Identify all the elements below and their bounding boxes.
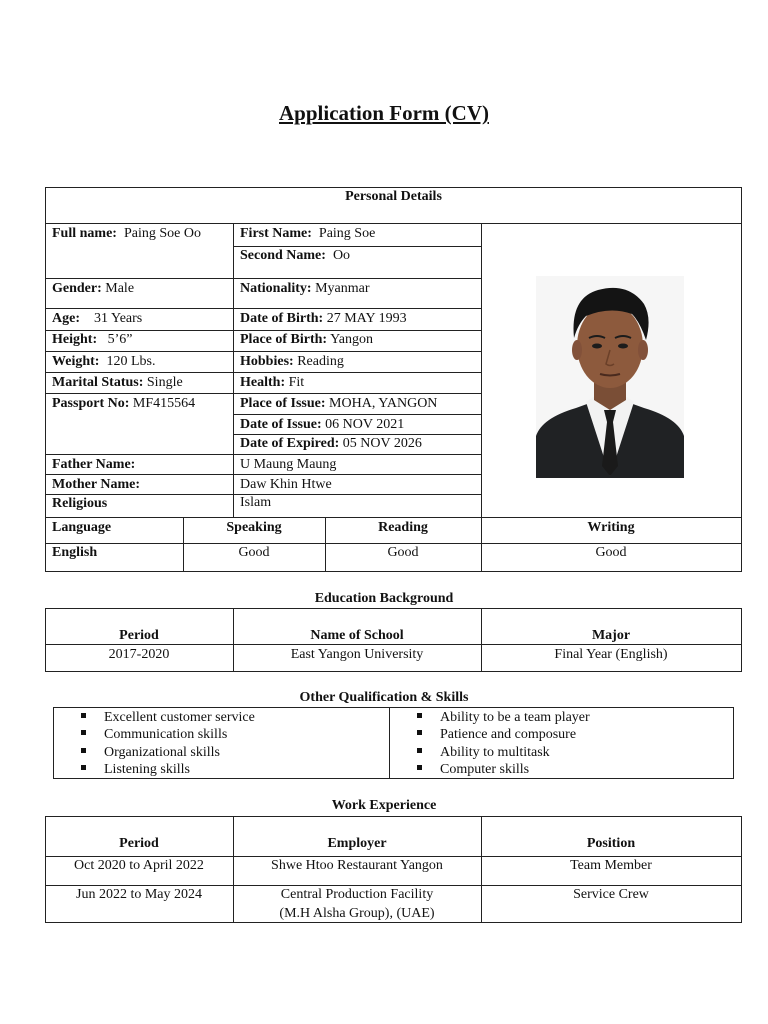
language-value: English (52, 545, 98, 560)
speaking-value: Good (238, 545, 270, 560)
skills-heading: Other Qualification & Skills (299, 690, 469, 705)
work-period-value: Jun 2022 to May 2024 (76, 887, 202, 902)
writing-header: Writing (587, 520, 635, 535)
pob-field: Place of Birth: Yangon (240, 332, 374, 347)
work-position-value: Service Crew (573, 887, 649, 902)
place-of-issue-field: Place of Issue: MOHA, YANGON (240, 396, 438, 411)
nationality-field: Nationality: Myanmar (240, 281, 370, 296)
work-heading: Work Experience (331, 798, 437, 813)
full-name-field: Full name: Paing Soe Oo (52, 226, 201, 241)
skill-item: Ability to multitask (417, 744, 550, 761)
profile-photo (536, 276, 684, 478)
skill-item: Communication skills (81, 726, 227, 743)
reading-value: Good (387, 545, 419, 560)
work-employer-header: Employer (327, 836, 387, 851)
skill-item: Organizational skills (81, 744, 220, 761)
language-header: Language (52, 520, 112, 535)
work-period-value: Oct 2020 to April 2022 (74, 858, 204, 873)
education-heading: Education Background (314, 591, 454, 606)
passport-field: Passport No: MF415564 (52, 396, 196, 411)
skill-item: Computer skills (417, 761, 529, 778)
personal-details-heading: Personal Details (345, 189, 442, 204)
first-name-field: First Name: Paing Soe (240, 226, 376, 241)
edu-period-header: Period (119, 628, 159, 643)
father-name-label: Father Name: (52, 457, 136, 472)
skill-item: Ability to be a team player (417, 709, 590, 726)
work-employer-value-line2: (M.H Alsha Group), (UAE) (279, 906, 435, 921)
reading-header: Reading (378, 520, 428, 535)
edu-school-header: Name of School (310, 628, 404, 643)
skill-item: Listening skills (81, 761, 190, 778)
edu-period-value: 2017-2020 (108, 647, 170, 662)
work-position-header: Position (586, 836, 636, 851)
speaking-header: Speaking (226, 520, 282, 535)
hobbies-field: Hobbies: Reading (240, 354, 344, 369)
edu-school-value: East Yangon University (290, 647, 424, 662)
date-of-issue-field: Date of Issue: 06 NOV 2021 (240, 417, 405, 432)
profile-photo-image (536, 276, 684, 478)
gender-field: Gender: Male (52, 281, 135, 296)
father-name-value: U Maung Maung (240, 457, 337, 472)
work-position-value: Team Member (570, 858, 652, 873)
page-title: Application Form (CV) (279, 101, 489, 125)
mother-name-label: Mother Name: (52, 477, 140, 492)
religious-label: Religious (52, 496, 108, 511)
age-field: Age: 31 Years (52, 311, 143, 326)
work-employer-value: Shwe Htoo Restaurant Yangon (271, 858, 443, 873)
skill-item: Excellent customer service (81, 709, 255, 726)
work-period-header: Period (119, 836, 159, 851)
height-field: Height: 5’6” (52, 332, 133, 347)
religious-value: Islam (240, 495, 272, 510)
edu-major-value: Final Year (English) (554, 647, 668, 662)
edu-major-header: Major (591, 628, 631, 643)
weight-field: Weight: 120 Lbs. (52, 354, 156, 369)
marital-field: Marital Status: Single (52, 375, 183, 390)
second-name-field: Second Name: Oo (240, 248, 351, 263)
writing-value: Good (595, 545, 627, 560)
health-field: Health: Fit (240, 375, 305, 390)
date-of-expiry-field: Date of Expired: 05 NOV 2026 (240, 436, 422, 451)
mother-name-value: Daw Khin Htwe (240, 477, 332, 492)
skill-item: Patience and composure (417, 726, 576, 743)
dob-field: Date of Birth: 27 MAY 1993 (240, 311, 407, 326)
work-employer-value: Central Production Facility (280, 887, 434, 902)
